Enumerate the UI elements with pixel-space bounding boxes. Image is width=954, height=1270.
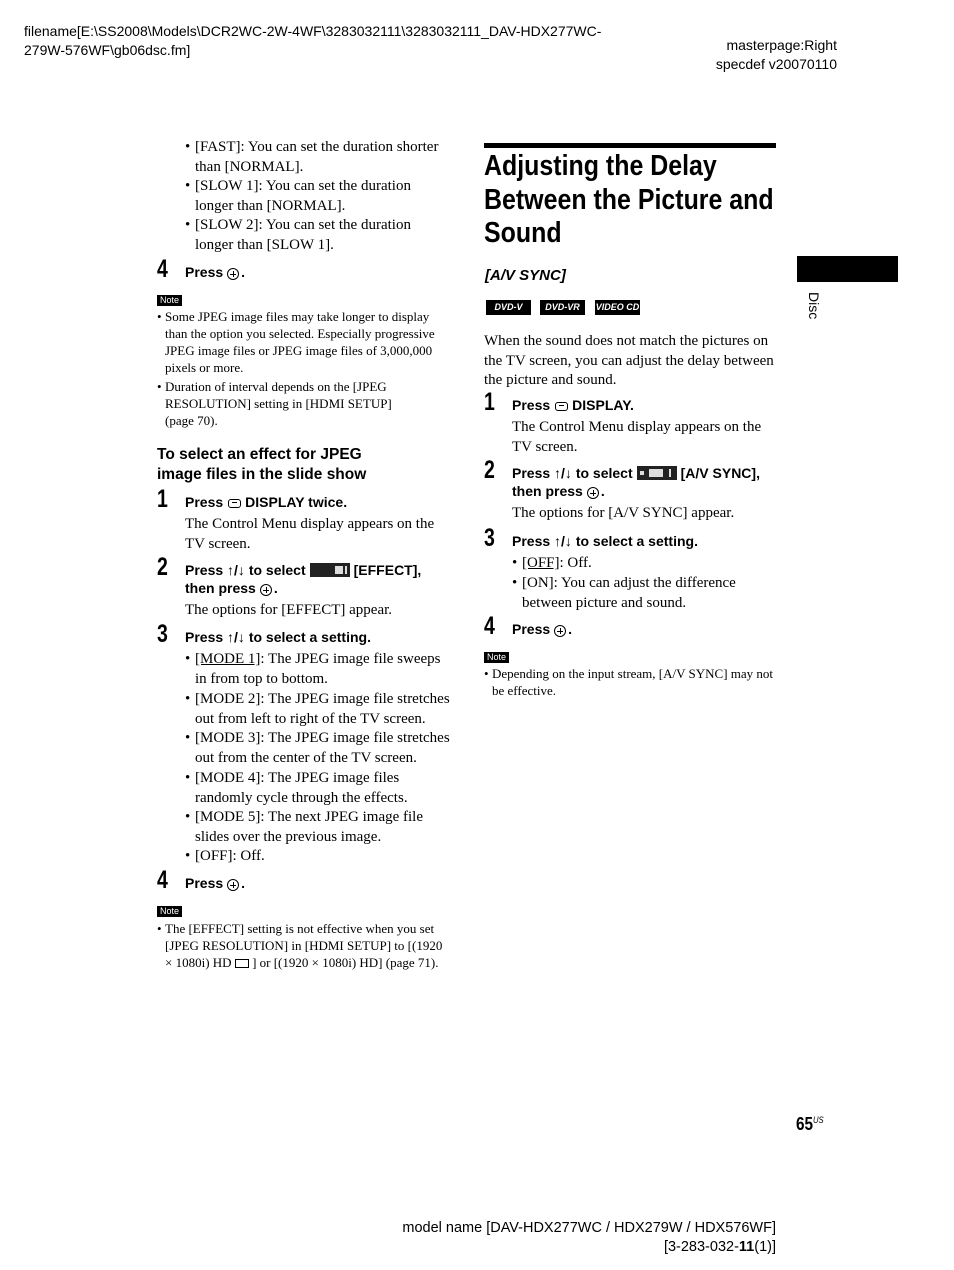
step-4-instruction: Press . (185, 875, 246, 891)
filename-line-1: filename[E:\SS2008\Models\DCR2WC-2W-4WF\3283032111\3283032111_DAV-HDX277WC- (24, 23, 602, 39)
list-item: • [OFF]: Off. (185, 848, 265, 864)
step-number: 4 (157, 255, 168, 283)
dvd-vr-badge: DVD-VR (540, 300, 585, 315)
enter-icon (260, 584, 272, 596)
note-item: • Depending on the input stream, [A/V SYNC] may not be effective. (484, 666, 774, 698)
intro-paragraph: When the sound does not match the pictures on the TV screen, you can adjust the delay between the picture and sound. (484, 333, 774, 388)
effect-menu-icon (310, 563, 350, 577)
step-2-instruction-cont: then press . (512, 483, 605, 499)
step-2-instruction: Press ↑/↓ to select [A/V SYNC], (512, 465, 760, 481)
masterpage-label: masterpage:Right (726, 37, 837, 53)
footer-model (402, 1219, 776, 1257)
note-badge: Note (157, 295, 182, 306)
list-item: • [ON]: You can adjust the difference between picture and sound. (512, 575, 736, 611)
enter-icon (227, 268, 239, 280)
widescreen-icon (235, 959, 249, 968)
step-number: 1 (157, 485, 168, 513)
list-item: • [MODE 3]: The JPEG image file stretches out from the center of the TV screen. (185, 730, 450, 766)
display-button-icon (555, 402, 568, 411)
step-description: The options for [EFFECT] appear. (185, 602, 393, 618)
step-number: 3 (157, 620, 168, 648)
dvd-v-badge: DVD-V (486, 300, 531, 315)
step-number: 3 (484, 524, 495, 552)
video-cd-badge: VIDEO CD (595, 300, 640, 315)
step-number: 4 (157, 866, 168, 894)
list-item: • [SLOW 2]: You can set the duration longer than [SLOW 1]. (185, 217, 411, 253)
enter-icon (227, 879, 239, 891)
side-tab-bar (797, 256, 898, 282)
step-3-instruction: Press ↑/↓ to select a setting. (512, 533, 698, 549)
title-rule (484, 143, 776, 148)
step-number: 4 (484, 612, 495, 640)
step-number: 2 (157, 553, 168, 581)
note-item: • The [EFFECT] setting is not effective when you set [JPEG RESOLUTION] in [HDMI SETUP] to [(1920 × 1080i) HD ] or [(1920 × 1080i) HD] (page 71). (157, 921, 443, 970)
step-number: 2 (484, 456, 495, 484)
page-title: Adjusting the Delay Between the Picture and Sound (484, 150, 774, 249)
list-item: • [SLOW 1]: You can set the duration longer than [NORMAL]. (185, 178, 411, 214)
subheading: To select an effect for JPEG image files in the slide show (157, 446, 367, 483)
note-badge: Note (484, 652, 509, 663)
page-number: $65^{US}$ (796, 1114, 824, 1134)
side-tab-label: Disc (806, 292, 822, 320)
step-description: The Control Menu display appears on the TV screen. (185, 516, 435, 552)
list-item: • [MODE 4]: The JPEG image files randomly cycle through the effects. (185, 770, 408, 806)
filename-line-2: 279W-576WF\gb06dsc.fm] (24, 42, 191, 58)
step-1-instruction: Press DISPLAY twice. (185, 494, 348, 510)
av-sync-menu-icon (637, 466, 677, 480)
enter-icon (554, 625, 566, 637)
enter-icon (587, 487, 599, 499)
step-4-instruction: Press . (185, 264, 246, 280)
list-item: • [OFF]: Off. (512, 555, 592, 571)
subtitle: [A/V SYNC] (485, 267, 566, 284)
specdef-label: specdef v20070110 (715, 56, 837, 72)
step-description: The options for [A/V SYNC] appear. (512, 505, 735, 521)
note-item: • Some JPEG image files may take longer to display than the option you selected. Especially progressive JPEG image files or JPEG image files of 3,000,000 pixels or more. (157, 309, 435, 375)
display-button-icon (228, 499, 241, 508)
masterpage-header (716, 36, 837, 74)
note-item: • Duration of interval depends on the [JPEG RESOLUTION] setting in [HDMI SETUP] (page 70). (157, 379, 392, 428)
step-description: The Control Menu display appears on the TV screen. (512, 419, 762, 455)
list-item: • [MODE 5]: The next JPEG image file slides over the previous image. (185, 809, 424, 845)
step-2-instruction-cont: then press . (185, 580, 278, 596)
filename-header (24, 22, 601, 60)
step-number: 1 (484, 388, 495, 416)
model-name: model name [DAV-HDX277WC / HDX279W / HDX576WF] (402, 1220, 776, 1236)
step-3-instruction: Press ↑/↓ to select a setting. (185, 629, 371, 645)
part-code: [3-283-032-11(1)] (663, 1239, 776, 1255)
step-1-instruction: Press DISPLAY. (512, 397, 634, 413)
list-item: • [MODE 2]: The JPEG image file stretches out from left to right of the TV screen. (185, 691, 450, 727)
step-2-instruction: Press ↑/↓ to select [EFFECT], (185, 562, 422, 578)
list-item: • [FAST]: You can set the duration shorter than [NORMAL]. (185, 139, 439, 175)
step-4-instruction: Press . (512, 621, 573, 637)
list-item: • [MODE 1]: The JPEG image file sweeps in from top to bottom. (185, 651, 441, 687)
note-badge: Note (157, 906, 182, 917)
